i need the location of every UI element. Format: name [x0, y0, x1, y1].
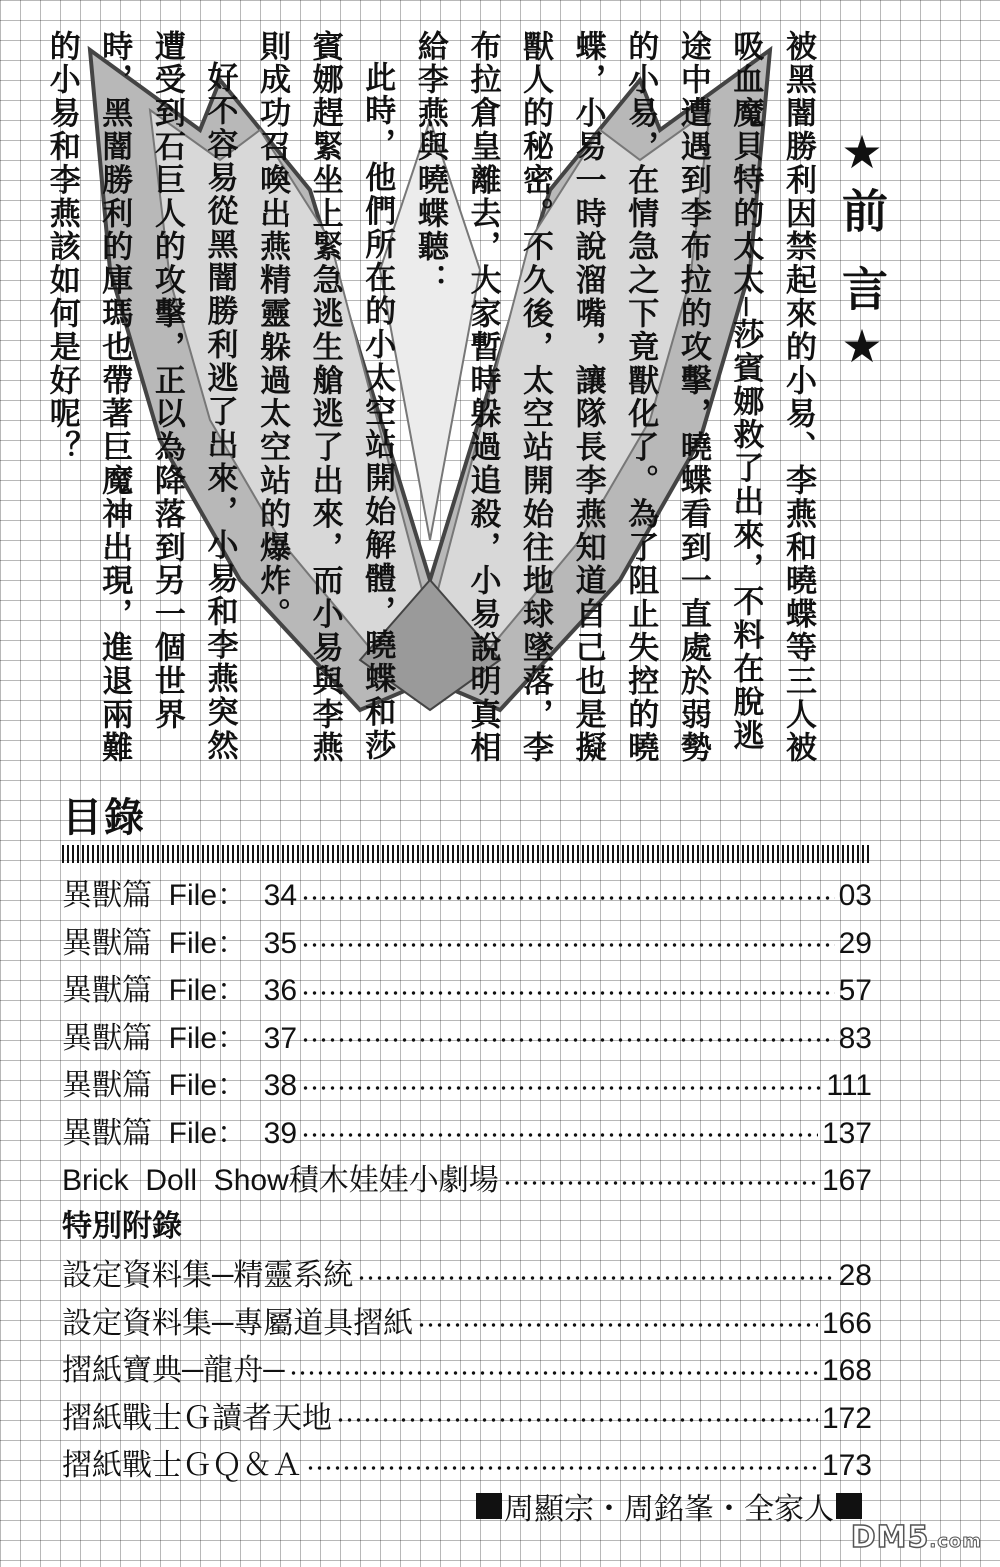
- toc-entry-label: 摺紙戰士Ｇ讀者天地: [62, 1401, 332, 1435]
- toc-entry-page: 57: [838, 974, 872, 1007]
- square-bullet-icon: [476, 1493, 502, 1519]
- toc-entry-page: 29: [838, 926, 872, 960]
- toc-entry-label: 異獸篇 File： 38: [62, 1069, 298, 1102]
- toc-special-entry: [62, 1345, 872, 1393]
- toc-leader-dots: [301, 943, 835, 947]
- toc-entry: [62, 1108, 872, 1156]
- toc-leader-dots: [301, 896, 835, 900]
- toc-entry-page: 166: [821, 1306, 872, 1340]
- credits-text: 周顯宗・周銘峯・全家人: [504, 1492, 834, 1527]
- toc-entry: [62, 965, 872, 1013]
- toc-entry: [62, 1013, 872, 1061]
- toc-entry-page: 137: [821, 1116, 872, 1150]
- watermark-suffix: .com: [929, 1531, 982, 1552]
- toc-entry-page: 28: [838, 1259, 872, 1292]
- toc-entry-page: 83: [838, 1021, 872, 1055]
- preface-paragraph: 此時，他們所在的小太空站開始解體，曉蝶和莎賓娜趕緊坐上緊急逃生艙逃了出來，而小易與李燕則成功召喚出燕精靈躲過太空站的爆炸。: [254, 30, 396, 765]
- toc-entry-label: 異獸篇 File： 39: [62, 1116, 298, 1150]
- toc-entry-page: 172: [821, 1401, 872, 1435]
- toc-leader-dots: [417, 1323, 818, 1327]
- square-bullet-icon: [836, 1493, 862, 1519]
- toc-special-entry: [62, 1298, 872, 1346]
- toc-leader-dots: [503, 1181, 818, 1185]
- toc-entry: [62, 1155, 872, 1203]
- toc-leader-dots: [306, 1466, 818, 1470]
- toc-entry: [62, 870, 872, 918]
- preface-title: ★前 言★: [835, 125, 889, 382]
- watermark-main: DM5: [850, 1520, 930, 1555]
- toc-leader-dots: [301, 1038, 835, 1042]
- toc-entry-label: 設定資料集─專屬道具摺紙: [62, 1306, 414, 1340]
- watermark-logo: [851, 1520, 982, 1555]
- toc-entry-label: 異獸篇 File： 35: [62, 926, 298, 960]
- toc-entry-page: 168: [821, 1354, 872, 1387]
- credits: [476, 1484, 862, 1528]
- preface-body: [35, 30, 824, 770]
- toc-entry-label: 摺紙戰士ＧＱ＆Ａ: [62, 1449, 302, 1482]
- toc-list: [62, 870, 872, 1488]
- toc-entry-label: Brick Doll Show積木娃娃小劇場: [62, 1164, 499, 1197]
- toc-special-entry: [62, 1250, 872, 1298]
- toc-leader-dots: [289, 1371, 818, 1375]
- toc-entry-label: 異獸篇 File： 36: [62, 974, 298, 1007]
- toc-entry-page: 167: [821, 1164, 872, 1197]
- toc-leader-dots: [301, 1086, 822, 1090]
- toc-entry-page: 173: [821, 1449, 872, 1482]
- toc-leader-dots: [301, 991, 835, 995]
- toc-special-entry: [62, 1393, 872, 1441]
- toc-leader-dots: [357, 1276, 834, 1280]
- toc-entry-label: 異獸篇 File： 34: [62, 879, 298, 912]
- toc-entry: [62, 918, 872, 966]
- toc-special-entry: [62, 1440, 872, 1488]
- toc-leader-dots: [336, 1418, 818, 1422]
- toc-divider: [62, 845, 870, 863]
- toc-entry-label: 摺紙寶典─龍舟─: [62, 1354, 285, 1387]
- toc-entry-page: 111: [826, 1069, 872, 1102]
- toc-entry: [62, 1060, 872, 1108]
- special-appendix-heading: 特別附錄: [62, 1208, 182, 1244]
- toc-entry-page: 03: [838, 879, 872, 912]
- toc-entry-label: 異獸篇 File： 37: [62, 1021, 298, 1055]
- toc-heading: 目錄: [62, 795, 146, 841]
- toc-entry-label: 設定資料集─精靈系統: [62, 1259, 354, 1292]
- preface-paragraph: 被黑闇勝利因禁起來的小易、李燕和曉蝶等三人被吸血魔貝特的太太─莎賓娜救了出來，不料在脫逃途中遭遇到李布拉的攻擊，曉蝶看到一直處於弱勢的小易，在情急之下竟獸化了。為了阻止失控的曉蝶，小易一時說溜嘴，讓隊長李燕知道自己也是擬獸人的秘密。不久後，太空站開始往地球墜落，李布拉倉皇離去，大家暫時躲過追殺，小易說明真相給李燕與曉蝶聽：: [411, 30, 816, 765]
- toc-leader-dots: [301, 1133, 818, 1137]
- preface-paragraph: 好不容易從黑闇勝利逃了出來，小易和李燕突然遭受到石巨人的攻擊，正以為降落到另一個世界時，黑闇勝利的庫瑪也帶著巨魔神出現，進退兩難的小易和李燕該如何是好呢？: [43, 30, 238, 765]
